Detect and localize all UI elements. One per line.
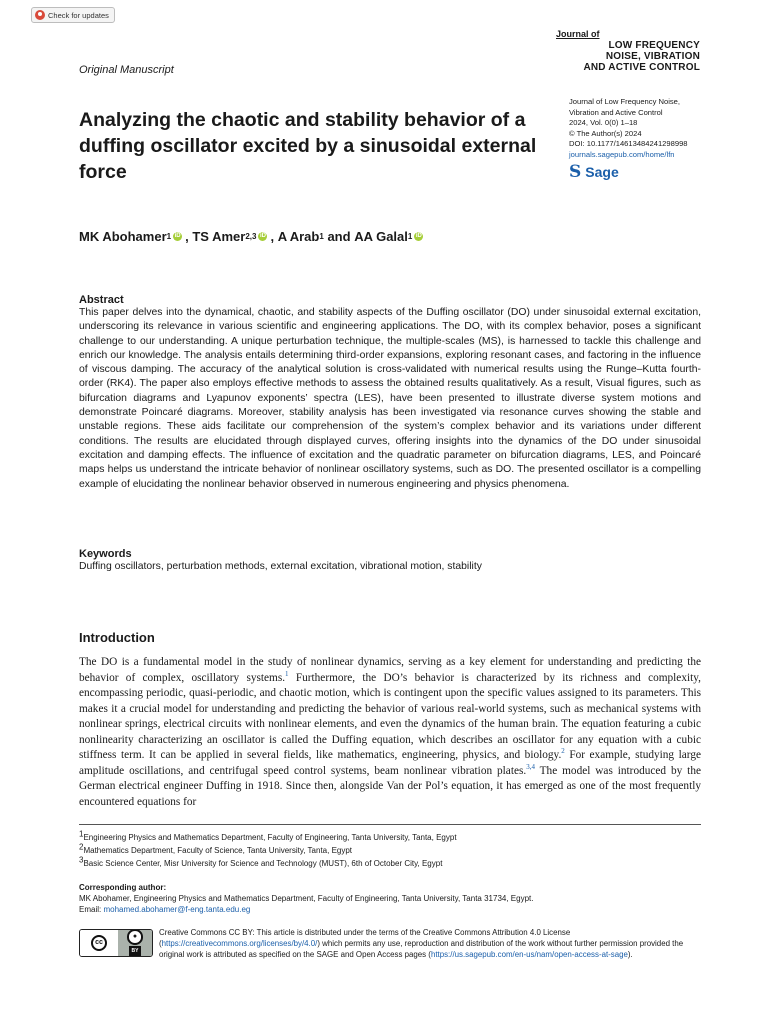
cc-by-badge[interactable] bbox=[79, 929, 153, 957]
license-link[interactable]: https://creativecommons.org/licenses/by/4.0/ bbox=[161, 939, 318, 949]
journal-logo-line: NOISE, VIBRATION bbox=[605, 51, 700, 62]
corresponding-email-row bbox=[79, 904, 701, 915]
license-text-run: ). bbox=[627, 950, 633, 960]
affiliation-text: Mathematics Department, Faculty of Science, Tanta University, Tanta, Egypt bbox=[83, 846, 353, 855]
affiliation-item bbox=[79, 857, 701, 870]
crossmark-icon bbox=[35, 10, 45, 20]
affiliations bbox=[79, 831, 701, 870]
cc-badge-right bbox=[118, 930, 152, 956]
orcid-icon[interactable]: iD bbox=[174, 233, 181, 239]
email-label: Email: bbox=[79, 905, 104, 914]
paper-title: Analyzing the chaotic and stability behavior of a duffing oscillator excited by a sinusoidal external force bbox=[79, 109, 537, 183]
citation-link[interactable]: 2 bbox=[561, 747, 565, 756]
sage-s-icon: S bbox=[569, 161, 582, 182]
journal-meta-line: © The Author(s) 2024 bbox=[569, 128, 642, 138]
keywords-section bbox=[79, 548, 701, 574]
citation-link[interactable]: 1 bbox=[285, 669, 289, 678]
author-separator: , bbox=[185, 229, 189, 244]
journal-meta-line: 2024, Vol. 0(0) 1–18 bbox=[569, 118, 638, 128]
intro-text-run: For example, studying large amplitude oscillations, and centrifugal speed control systems, beam nonlinear vibration plates. bbox=[79, 749, 701, 777]
by-label: BY bbox=[129, 946, 142, 957]
intro-text-run: The DO is a fundamental model in the study of nonlinear dynamics, serving as a key element for understanding and predicting the behavior of complex, oscillatory systems. bbox=[79, 656, 701, 684]
license-notice bbox=[79, 927, 701, 961]
cc-icon: cc bbox=[91, 935, 107, 951]
journal-logo-of: Journal of bbox=[556, 29, 600, 39]
open-access-link[interactable]: https://us.sagepub.com/en-us/nam/open-access-at-sage bbox=[430, 950, 628, 960]
journal-logo-line: AND ACTIVE CONTROL bbox=[583, 62, 700, 73]
license-text-run: Creative Commons CC BY: This article is distributed under the terms of the Creative Commons Attribution 4.0 License ( bbox=[159, 928, 571, 949]
check-for-updates-label: Check for updates bbox=[48, 10, 109, 20]
corresponding-author bbox=[79, 882, 701, 915]
corresponding-author-label: Corresponding author: bbox=[79, 883, 167, 892]
abstract-section bbox=[79, 294, 701, 492]
affiliation-item bbox=[79, 831, 701, 844]
check-for-updates-button[interactable] bbox=[31, 7, 115, 23]
journal-logo-line: LOW FREQUENCY bbox=[608, 40, 700, 51]
intro-text-run: Furthermore, the DO’s behavior is characterized by its richness and complexity, encompassing periodic, quasi-periodic, and chaotic motion, which is contingent upon the specific values assigned to its parameters. This makes it a crucial model for understanding and predicting the behavior of various real-world systems, such as mechanical systems with nonlinear springs, electrical circuits with nonlinear elements, and even the dynamics of the human brain. The equation featuring a cubic nonlinearity characterizing an oscillator is called the Duffing equation, which describes an oscillator for any equation with a cubic stiffness term. It can be applied in several fields, like mathematics, engineering, physics, and biology. bbox=[79, 671, 701, 761]
affiliation-item bbox=[79, 844, 701, 857]
author-name[interactable]: TS Amer bbox=[192, 229, 246, 244]
affiliation-sup: 1 bbox=[79, 829, 84, 839]
introduction-heading: Introduction bbox=[79, 630, 155, 645]
keywords-heading: Keywords bbox=[79, 548, 132, 560]
abstract-text: This paper delves into the dynamical, chaotic, and stability aspects of the Duffing oscillator (DO) under sinusoidal external excitation, underscoring its relevance in various scientific and engineering applications. The DO, with its complex behavior, poses a significant challenge to our understanding. A unique perturbation technique, the multiple-scales (MS), is harnessed to tackle this challenge and enrich our knowledge. The analysis entails determining third-order expansions, exploring resonant cases, and factoring in the influence of viscous damping. The accuracy of the analytical solution is cross-validated with numerical results using the Runge–Kutta fourth-order (RK4). The paper also employs effective methods to assess the obtained results qualitatively. As a result, Visual figures, such as bifurcation diagrams and Lyapunov exponents’ spectra (LES), have been presented to illustrate diverse system motions and demonstrate Poincaré diagrams. Moreover, stability analysis has been investigated via resonance curves showing the stable and unstable regions. These aids facilitate our comprehension of the system’s complex behavior and its variations under different conditions. The results are elucidated through displayed curves, offering insights into the dynamics of the DO under sinusoidal excitation and damping effects. The influence of excitation and the quadratic parameter on bifurcation diagrams, LES, and Poincaré maps helps us understand the intricate behavior of nonlinear oscillatory systems, such as DO. The presented oscillator is a compelling example of elucidating the nonlinear behavior observed in numerous engineering and physics phenomena. bbox=[79, 307, 701, 490]
intro-text-run: The model was introduced by the German electrical engineer Duffing in 1918. Since then, alongside Van der Pol’s equation, it has emerged as one of the most frequently encountered equations for bbox=[79, 764, 701, 808]
doi: DOI: 10.1177/14613484241298998 bbox=[569, 139, 688, 149]
manuscript-type: Original Manuscript bbox=[79, 64, 174, 76]
journal-meta-line: Journal of Low Frequency Noise, bbox=[569, 97, 681, 106]
author-name[interactable]: AA Galal bbox=[354, 229, 408, 244]
introduction-paragraph bbox=[79, 655, 701, 810]
journal-logo bbox=[556, 29, 700, 73]
journal-homepage-link[interactable]: journals.sagepub.com/home/lfn bbox=[569, 149, 675, 159]
email-link[interactable]: mohamed.abohamer@f-eng.tanta.edu.eg bbox=[103, 905, 251, 914]
journal-metadata bbox=[569, 97, 719, 182]
orcid-icon[interactable]: iD bbox=[415, 233, 422, 239]
affiliation-text: Basic Science Center, Misr University for Science and Technology (MUST), 6th of October City, Egypt bbox=[83, 859, 443, 868]
publisher-logo bbox=[569, 161, 719, 182]
affiliation-sup: 2 bbox=[79, 842, 84, 852]
footnote-divider bbox=[79, 824, 701, 825]
author-name[interactable]: MK Abohamer bbox=[79, 229, 167, 244]
affiliation-text: Engineering Physics and Mathematics Department, Faculty of Engineering, Tanta University, Tanta, Egypt bbox=[83, 833, 457, 842]
journal-meta-line: Vibration and Active Control bbox=[569, 107, 663, 117]
author-separator: and bbox=[327, 229, 351, 244]
abstract-heading: Abstract bbox=[79, 294, 124, 306]
keywords-text: Duffing oscillators, perturbation methods, external excitation, vibrational motion, stability bbox=[79, 561, 482, 572]
author-list: MK Abohamer 1 iD , TS Amer 2,3 iD , A Arab 1 and AA Galal 1 iD bbox=[79, 229, 422, 244]
author-separator: , bbox=[270, 229, 275, 244]
cc-badge-left bbox=[80, 930, 118, 956]
affiliation-sup: 3 bbox=[79, 855, 84, 865]
author-name[interactable]: A Arab bbox=[277, 229, 320, 244]
license-text-run: ) which permits any use, reproduction and distribution of the work without further permission provided the original work is attributed as specified on the SAGE and Open Access pages ( bbox=[159, 939, 684, 960]
orcid-icon[interactable]: iD bbox=[259, 233, 266, 239]
publisher-name: Sage bbox=[585, 163, 619, 180]
citation-link[interactable]: 3,4 bbox=[526, 762, 535, 771]
attribution-person-icon: ● bbox=[127, 929, 143, 944]
corresponding-author-address: MK Abohamer, Engineering Physics and Mathematics Department, Faculty of Engineering, Tanta University, Tanta 31734, Egypt. bbox=[79, 894, 534, 903]
